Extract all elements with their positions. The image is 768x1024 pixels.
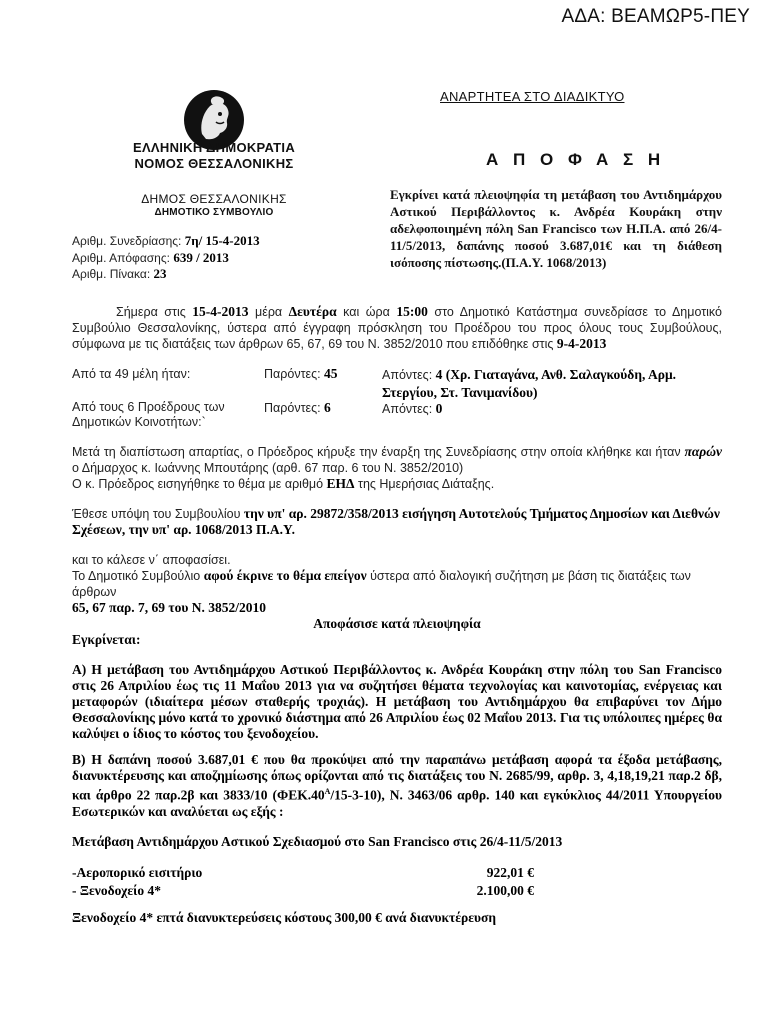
section-b: Β) Η δαπάνη ποσού 3.687,01 € που θα προκύψει από την παραπάνω μετάβαση αφορά τα έξοδα μετάβασης, διανυκτέρευσης και αποζημίωσης όπως ορίζονται από τις διατάξεις του Ν. 2685/99, αρθρ. 3, 4,18,19,21 παρ.2 δβ, και άρθρο 22 παρ.2β και 3833/10 $(\Phi EK.40^A/15-3-10)$, Ν. 3463/06 αρθρ. 140 και εγκύκλιος 44/2011 Υπουργείου Εσωτερικών και αναλύεται ως εξής : <box>72 752 722 819</box>
legal-articles: 65, 67 παρ. 7, 69 του Ν. 3852/2010 <box>72 600 267 615</box>
quorum-paragraph: Μετά τη διαπίστωση απαρτίας, ο Πρόεδρος κήρυξε την έναρξη της Συνεδρίασης στην οποία κλήθηκε και ήταν παρών ο Δήμαρχος κ. Ιωάννης Μπουτάρης (αρθ. 67 παρ. 6 του Ν. 3852/2010) <box>72 444 722 475</box>
municipality-block <box>100 192 328 220</box>
ada-code: ΑΔΑ: ΒΕΑΜΩΡ5-ΠΕΥ <box>561 6 750 27</box>
municipality-name: ΔΗΜΟΣ ΘΕΣΣΑΛΟΝΙΚΗΣ <box>141 192 287 206</box>
session-number: Αριθμ. Συνεδρίασης: 7η/ 15-4-2013 <box>72 233 260 248</box>
proposal-paragraph: Έθεσε υπόψη του Συμβουλίου την υπ' αρ. 29872/358/2013 εισήγηση Αυτοτελούς Τμήματος Δημοσίων και Διεθνών Σχέσεων, την υπ' αρ. 1068/2013 Π.Α.Υ. <box>72 506 720 537</box>
republic-name: ΕΛΛΗΝΙΚΗ ΔΗΜΟΚΡΑΤΙΑ <box>132 140 296 155</box>
issuer-block <box>100 140 328 172</box>
deliberation-line: και το κάλεσε ν΄ αποφασίσει. <box>72 553 231 567</box>
approved-line: Εγκρίνεται: <box>72 632 141 647</box>
decision-number: Αριθμ. Απόφασης: 639 / 2013 <box>72 249 229 265</box>
table-number: Αριθμ. Πίνακα: 23 <box>72 266 167 281</box>
prefecture-name: ΝΟΜΟΣ ΘΕΣΣΑΛΟΝΙΚΗΣ <box>134 156 294 171</box>
attendance-members-row: Από τα 49 μέλη ήταν: Παρόντες: 45 Απόντες: 4 (Χρ. Γιαταγάνα, Ανθ. Σαλαγκούδη, Αρμ. Στεργίου, Στ. Τανιμανίδου) <box>72 366 676 400</box>
council-name: ΔΗΜΟΤΙΚΟ ΣΥΜΒΟΥΛΙΟ <box>154 207 274 218</box>
publish-notice: ΑΝΑΡΤΗΤΕΑ ΣΤΟ ΔΙΑΔΙΚΤΥΟ <box>440 89 625 104</box>
cost-breakdown <box>72 864 722 900</box>
cost-item-label: - Ξενοδοχείο 4* <box>72 882 161 898</box>
agenda-item-line: Ο κ. Πρόεδρος εισηγήθηκε το θέμα με αριθμό ΕΗΔ της Ημερήσιας Διάταξης. <box>72 476 495 491</box>
document-body <box>72 304 722 926</box>
hotel-note: Ξενοδοχείο 4* επτά διανυκτερεύσεις κόστους 300,00 € ανά διανυκτέρευση <box>72 909 496 925</box>
cost-item-amount: 922,01 € <box>486 864 534 880</box>
decided-line: Αποφάσισε κατά πλειοψηφία <box>313 616 481 631</box>
reference-numbers <box>72 233 260 283</box>
decision-title: Α Π Ο Φ Α Σ Η <box>486 150 666 169</box>
deliberation-paragraph: Το Δημοτικό Συμβούλιο αφού έκρινε το θέμα επείγον ύστερα από διαλογική συζήτηση με βάση τις διατάξεις των άρθρων <box>72 568 691 599</box>
breakdown-heading: Μετάβαση Αντιδημάρχου Αστικού Σχεδιασμού στο San Francisco στις 26/4-11/5/2013 <box>72 833 563 849</box>
attendance-presidents-row: Από τους 6 Προέδρους των Δημοτικών Κοινοτήτων:` Παρόντες: 6 Απόντες: 0 <box>72 400 443 429</box>
intro-paragraph: Σήμερα στις 15-4-2013 μέρα Δευτέρα και ώρα 15:00 στο Δημοτικό Κατάστημα συνεδρίασε το Δημοτικό Συμβούλιο Θεσσαλονίκης, ύστερα από έγγραφη πρόσκληση του Προέδρου του προς όλους τους Συμβούλους, σύμφωνα με τις διατάξεις των άρθρων 65, 67, 69 του Ν. 3852/2010 που επιδόθηκε στις 9-4-2013 <box>72 304 722 351</box>
cost-item-label: -Αεροπορικό εισιτήριο <box>72 864 203 880</box>
section-a: Α) Η μετάβαση του Αντιδημάρχου Αστικού Περιβάλλοντος κ. Ανδρέα Κουράκη στην πόλη του San Francisco στις 26 Απριλίου έως τις 11 Μαΐου 2013 για να συζητήσει θέματα τεχνολογίας και καινοτομίας, ενέργειας και μεταφορών (ιδιαίτερα μέσων σταθερής τροχιάς). Η μετάβαση του Αντιδημάρχου θα επιβαρύνει τον Δήμο Θεσσαλονίκης μόνο κατά το χρονικό διάστημα από 26 Απριλίου έως 02 Μαΐου 2013. Για τις υπόλοιπες ημέρες θα καλύψει ο ίδιος το κόστος του ξενοδοχείου. <box>72 662 722 741</box>
decision-summary: Εγκρίνει κατά πλειοψηφία τη μετάβαση του Αντιδημάρχου Αστικού Περιβάλλοντος κ. Ανδρέα Κουράκη στην αδελφοποιημένη πόλη San Francisco των Η.Π.Α. από 26/4-11/5/2013, δαπάνης ποσού 3.687,01€ και τη διάθεση ισόποσης πίστωσης.(Π.Α.Υ. 1068/2013) <box>390 187 722 270</box>
cost-item-amount: 2.100,00 € <box>476 882 534 898</box>
